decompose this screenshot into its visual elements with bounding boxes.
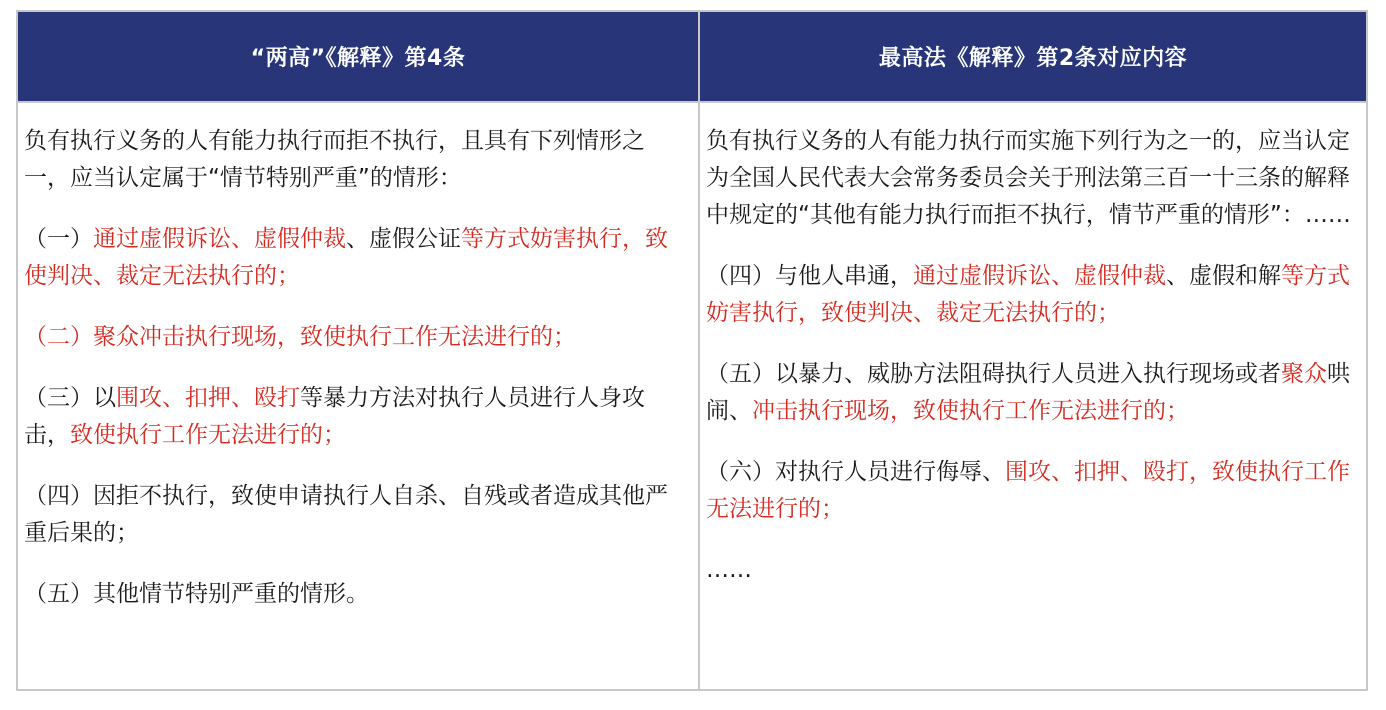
- body-text: （五）其他情节特别严重的情形。: [24, 581, 369, 607]
- highlighted-text: 等方式妨害执行，致使判决、裁定无法执行的；: [706, 263, 1350, 326]
- right-paragraph: [706, 552, 1358, 589]
- right-paragraph: [706, 454, 1358, 528]
- right-paragraph: [706, 123, 1358, 234]
- highlighted-text: 通过虚假诉讼、虚假仲裁: [913, 263, 1166, 289]
- body-text: 、虚假和解: [1166, 263, 1281, 289]
- body-text: 哄闹、: [706, 361, 1350, 424]
- left-paragraph: [24, 478, 688, 552]
- highlighted-text: 冲击执行现场，致使执行工作无法进行的；: [752, 398, 1189, 424]
- left-paragraph: [24, 576, 688, 613]
- right-paragraph: [706, 258, 1358, 332]
- left-paragraph: [24, 221, 688, 295]
- body-text: （三）以: [24, 385, 116, 411]
- left-paragraph: [24, 319, 688, 356]
- left-paragraph: [24, 380, 688, 454]
- body-text: ……: [706, 557, 752, 583]
- body-text: （四）与他人串通，: [706, 263, 913, 289]
- comparison-table: [16, 10, 1368, 691]
- body-text: （六）对执行人员进行侮辱、: [706, 459, 1005, 485]
- highlighted-text: 围攻、扣押、殴打: [116, 385, 300, 411]
- left-paragraph: [24, 123, 688, 197]
- body-text: 、虚假公证: [346, 226, 461, 252]
- highlighted-text: 围攻、扣押、殴打，致使执行工作无法进行的；: [706, 459, 1350, 522]
- left-column-body: [18, 101, 700, 689]
- left-column-header: “两高”《解释》第4条: [18, 12, 700, 101]
- right-column-body: [700, 101, 1366, 689]
- body-text: （五）以暴力、威胁方法阻碍执行人员进入执行现场或者: [706, 361, 1281, 387]
- highlighted-text: 致使执行工作无法进行的；: [70, 422, 346, 448]
- highlighted-text: 通过虚假诉讼、虚假仲裁: [93, 226, 346, 252]
- highlighted-text: 聚众: [1281, 361, 1327, 387]
- body-text: （四）因拒不执行，致使申请执行人自杀、自残或者造成其他严重后果的；: [24, 483, 668, 546]
- right-paragraph: [706, 356, 1358, 430]
- body-text: （一）: [24, 226, 93, 252]
- highlighted-text: （二）聚众冲击执行现场，致使执行工作无法进行的；: [24, 324, 576, 350]
- body-text: 负有执行义务的人有能力执行而实施下列行为之一的，应当认定为全国人民代表大会常务委员会关于刑法第三百一十三条的解释中规定的“其他有能力执行而拒不执行，情节严重的情形”：……: [706, 128, 1351, 228]
- body-text: 等暴力方法对执行人员进行人身攻击，: [24, 385, 645, 448]
- right-column-header: 最高法《解释》第2条对应内容: [700, 12, 1366, 101]
- highlighted-text: 等方式妨害执行，致使判决、裁定无法执行的；: [24, 226, 668, 289]
- body-text: 负有执行义务的人有能力执行而拒不执行，且具有下列情形之一，应当认定属于“情节特别严重”的情形：: [24, 128, 645, 191]
